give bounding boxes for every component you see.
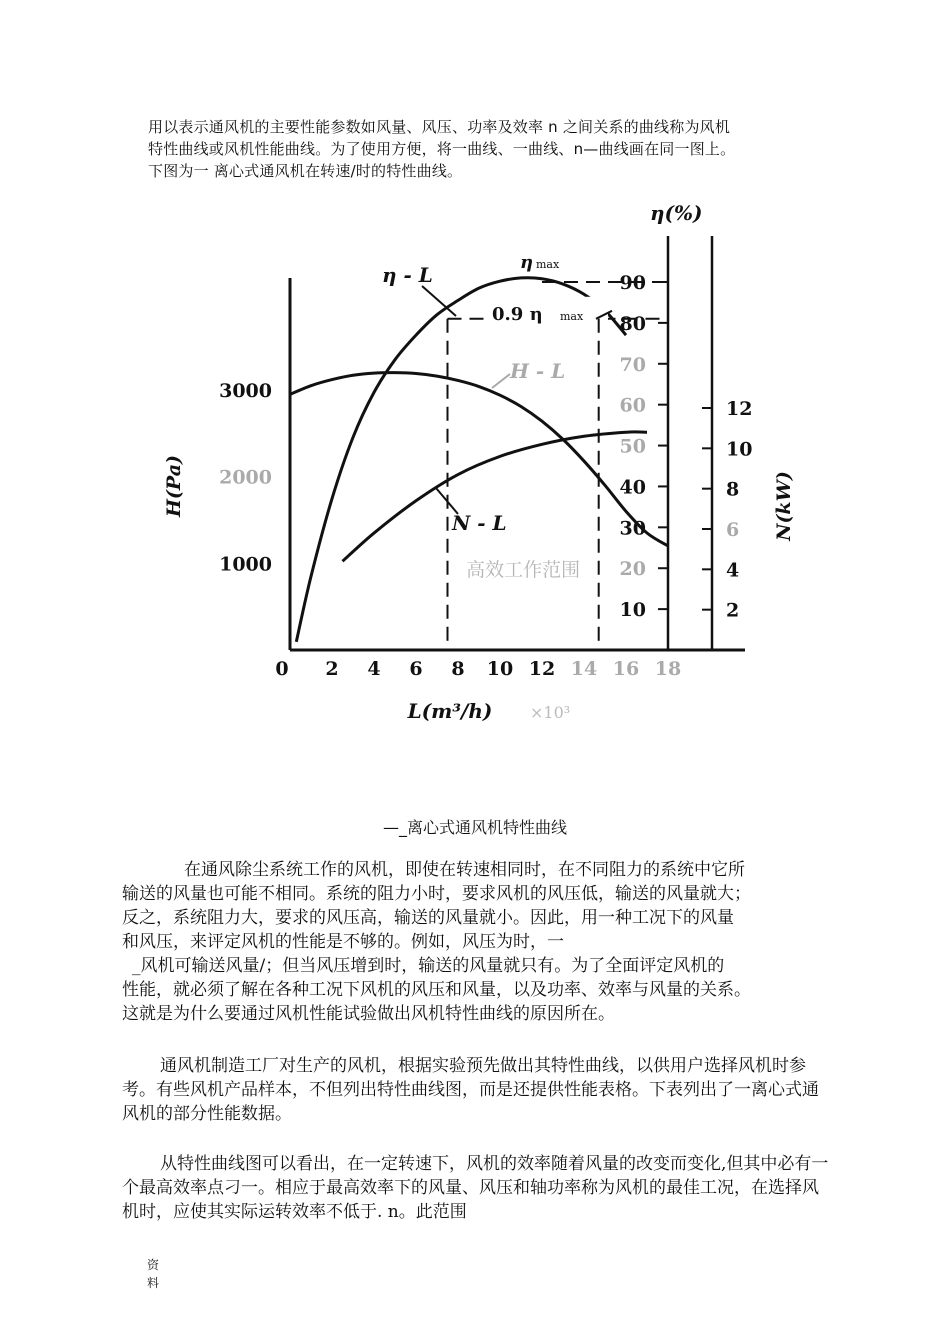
x-tick-label: 16 xyxy=(612,658,640,680)
eta-tick-label: 90 xyxy=(619,272,646,294)
h-axis-title: H(Pa) xyxy=(163,454,185,518)
x-tick-label: 18 xyxy=(654,658,682,680)
para1-line: 性能，就必须了解在各种工况下风机的风压和风量，以及功率、效率与风量的关系。 xyxy=(122,980,751,1000)
x-tick-label: 14 xyxy=(570,658,598,680)
eta-tick-label: 60 xyxy=(619,394,646,417)
intro-text xyxy=(148,116,820,182)
para1-line: _风机可输送风量/；但当风压增到时，输送的风量就只有。为了全面评定风机的 xyxy=(132,956,725,976)
para1-line: 输送的风量也可能不相同。系统的阻力小时，要求风机的风压低，输送的风量就大； xyxy=(122,884,751,904)
footer-label: 资料 xyxy=(147,1258,160,1290)
x-tick-label: 0 xyxy=(275,658,289,680)
curve-label-eta-l: η - L xyxy=(382,263,433,287)
para1-line: 反之，系统阻力大，要求的风压高，输送的风量就小。因此，用一种工况下的风量 xyxy=(122,908,734,928)
para1-line: 这就是为什么要通过风机性能试验做出风机特性曲线的原因所在。 xyxy=(122,1004,615,1024)
intro-line: 用以表示通风机的主要性能参数如风量、风压、功率及效率 n 之间关系的曲线称为风机 xyxy=(148,118,731,136)
n-tick-label: 2 xyxy=(726,599,740,622)
range-label: 高效工作范围 xyxy=(466,559,581,581)
x-tick-label: 8 xyxy=(451,658,465,680)
x-tick-label: 2 xyxy=(325,658,339,680)
para2-text: 通风机制造工厂对生产的风机，根据实验预先做出其特性曲线，以供用户选择风机时参考。有些风机产品样本，不但列出特性曲线图，而是还提供性能表格。下表列出了一离心式通风机的部分性能数据。 xyxy=(122,1056,819,1124)
eta-max-label: η xyxy=(520,252,534,273)
eta-tick-label: 10 xyxy=(619,599,646,622)
intro-line: 下图为一 离心式通风机在转速/时的特性曲线。 xyxy=(148,162,463,180)
eta-tick-label: 70 xyxy=(619,353,646,376)
para1-line: 和风压，来评定风机的性能是不够的。例如，风压为时，一 xyxy=(122,932,564,952)
x-tick-label: 12 xyxy=(528,658,556,680)
curve-label-n-l: N - L xyxy=(452,511,507,535)
eta-90-subscript: max xyxy=(560,309,584,323)
h-tick-label: 3000 xyxy=(219,380,272,402)
para3-text: 从特性曲线图可以看出，在一定转速下，风机的效率随着风量的改变而变化,但其中必有一个最高效率点刁一。相应于最高效率下的风量、风压和轴功率称为风机的最佳工况，在选择风机时，应使其实际运转效率不低于. n。此范围 xyxy=(122,1154,829,1222)
eta-tick-label: 40 xyxy=(619,476,646,499)
eta-tick-label: 20 xyxy=(619,558,646,581)
curve-n xyxy=(343,432,648,561)
x-tick-label: 10 xyxy=(486,658,514,680)
n-tick-label: 12 xyxy=(726,398,753,420)
eta-tick-label: 50 xyxy=(619,435,646,458)
h-tick-label: 2000 xyxy=(219,466,272,489)
h-tick-label: 1000 xyxy=(219,553,272,576)
intro-line: 特性曲线或风机性能曲线。为了使用方便，将一曲线、一曲线、n—曲线画在同一图上。 xyxy=(148,140,736,158)
eta-90-label: 0.9 η xyxy=(492,303,543,325)
curve-eta xyxy=(296,278,626,642)
paragraph-3 xyxy=(122,1152,834,1224)
n-axis-title: N(kW) xyxy=(773,471,795,541)
eta-tick-label: 80 xyxy=(619,312,646,335)
paragraph-2 xyxy=(122,1054,834,1126)
n-tick-label: 4 xyxy=(726,559,740,582)
n-tick-label: 6 xyxy=(726,519,740,541)
fan-characteristic-chart xyxy=(150,186,795,746)
x-tick-label: 6 xyxy=(409,658,423,680)
eta-axis-title: η(%) xyxy=(650,201,703,225)
eta-max-subscript: max xyxy=(536,258,560,271)
curve-label-h-l: H - L xyxy=(510,359,566,383)
para1-line: 在通风除尘系统工作的风机，即使在转速相同时，在不同阻力的系统中它所 xyxy=(184,860,745,880)
leader-h-l xyxy=(492,374,510,388)
x-tick-label: 4 xyxy=(367,658,381,680)
x-axis-sublabel: ×10³ xyxy=(530,703,571,722)
eta-tick-label: 30 xyxy=(619,517,646,540)
x-axis-title: L(m³/h) xyxy=(407,699,493,723)
n-tick-label: 8 xyxy=(726,478,740,501)
paragraph-1 xyxy=(122,858,834,1026)
n-tick-label: 10 xyxy=(726,438,753,461)
figure-caption: —_离心式通风机特性曲线 xyxy=(382,818,567,837)
